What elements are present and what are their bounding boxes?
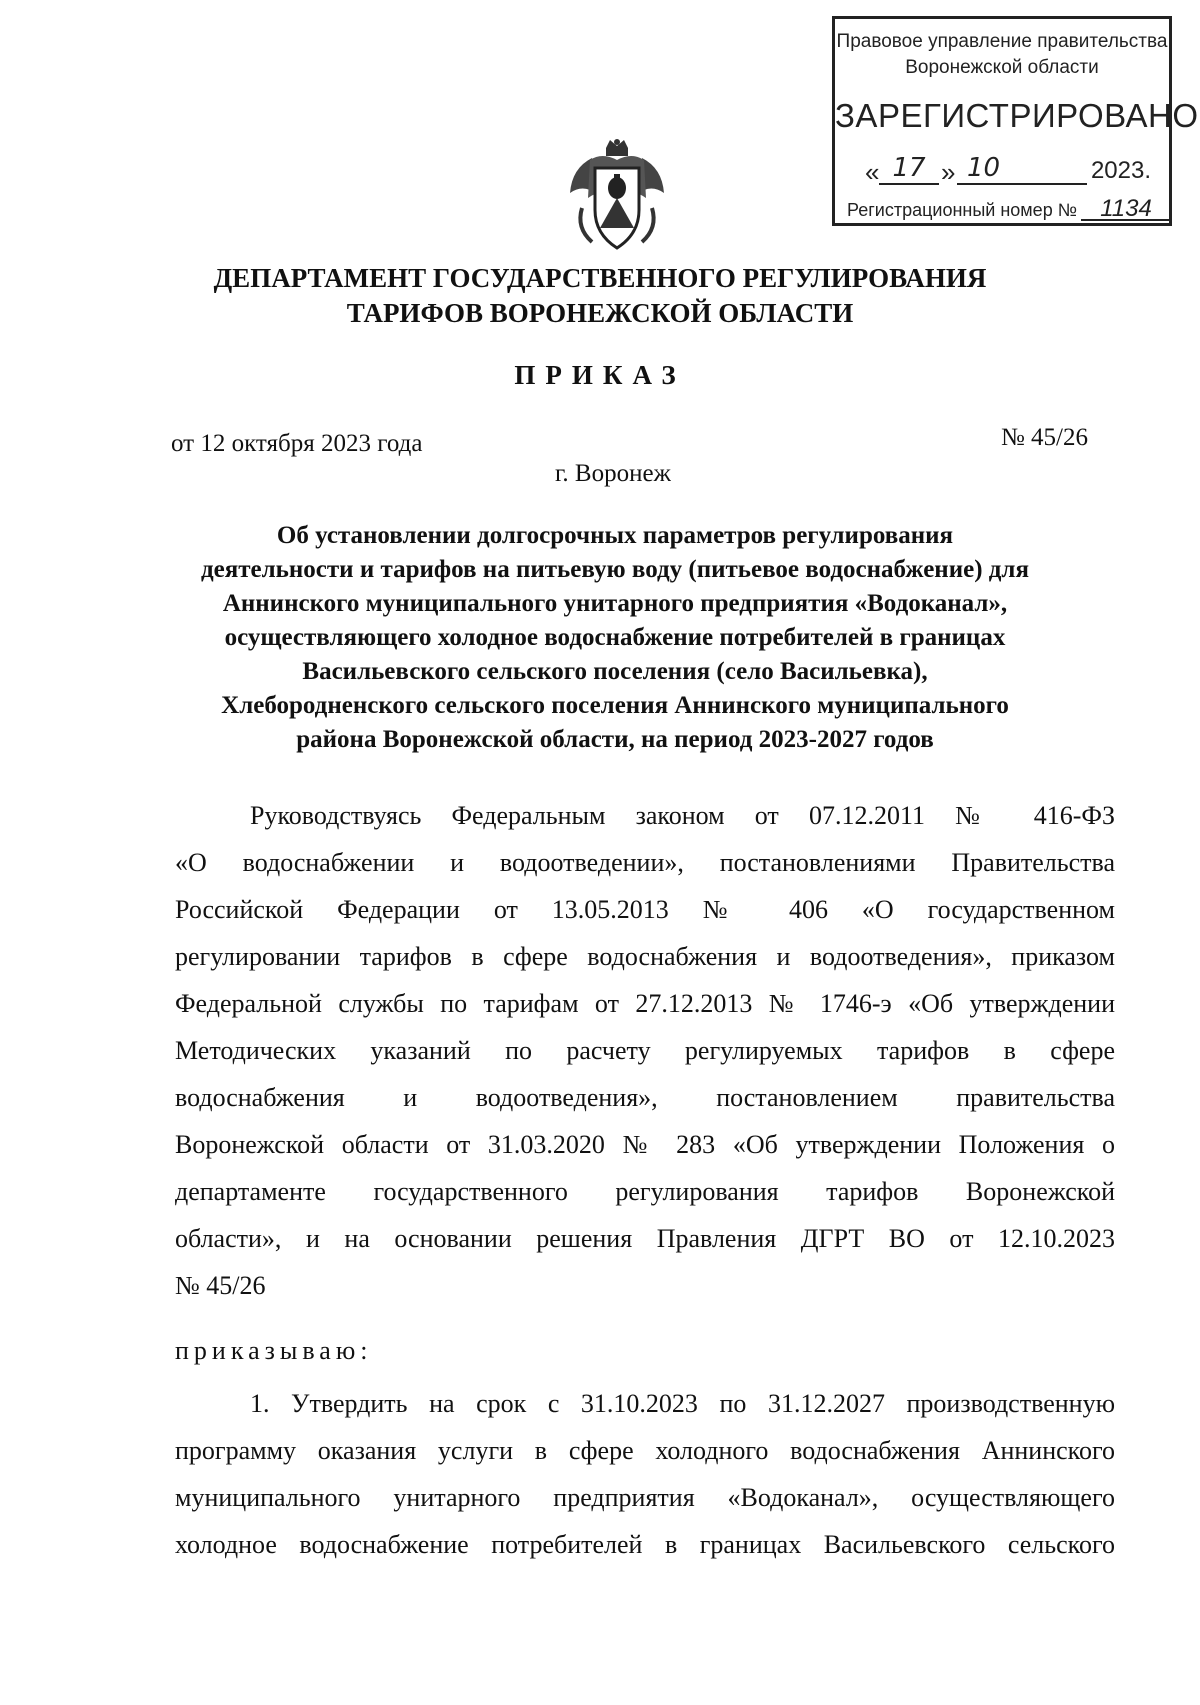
order-word: приказываю: (175, 1336, 373, 1365)
coat-of-arms-icon (562, 138, 672, 258)
paragraph-line: Российской Федерации от 13.05.2013 № 406 «О государственном (175, 895, 1115, 924)
document-city: г. Воронеж (555, 460, 671, 487)
document-subject (150, 519, 1080, 757)
stamp-quote-close: » (941, 157, 956, 187)
preamble-paragraph (175, 792, 1115, 1309)
paragraph-line: Федеральной службы по тарифам от 27.12.2013 № 1746-э «Об утверждении (175, 989, 1115, 1018)
stamp-org-line1: Правовое управление правительства (836, 31, 1168, 52)
paragraph-line: 1. Утвердить на срок с 31.10.2023 по 31.12.2027 производственную (250, 1389, 1115, 1418)
document-date: от 12 октября 2023 года (171, 430, 423, 457)
department-name-line2: ТАРИФОВ ВОРОНЕЖСКОЙ ОБЛАСТИ (346, 298, 854, 328)
stamp-org-line2: Воронежской области (905, 57, 1099, 78)
stamp-status: ЗАРЕГИСТРИРОВАНО (835, 97, 1199, 134)
paragraph-line: программу оказания услуги в сфере холодного водоснабжения Аннинского (175, 1436, 1115, 1465)
stamp-year: 2023. (1090, 157, 1151, 184)
item-1-paragraph (175, 1380, 1115, 1568)
stamp-month: 10 (957, 153, 1087, 185)
paragraph-line: регулировании тарифов в сфере водоснабжения и водоотведения», приказом (175, 942, 1115, 971)
stamp-date (865, 151, 1155, 191)
subject-line: Об установлении долгосрочных параметров регулирования (276, 522, 954, 549)
paragraph-line: Воронежской области от 31.03.2020 № 283 «Об утверждении Положения о (175, 1130, 1115, 1159)
paragraph-line: области», и на основании решения Правления ДГРТ ВО от 12.10.2023 (175, 1224, 1115, 1253)
document-type: ПРИКАЗ (514, 360, 686, 390)
paragraph-line: Руководствуясь Федеральным законом от 07.12.2011 № 416-ФЗ (250, 801, 1115, 830)
subject-line: осуществляющего холодное водоснабжение потребителей в границах (224, 624, 1006, 651)
subject-line: района Воронежской области, на период 2023-2027 годов (296, 726, 934, 753)
subject-line: деятельности и тарифов на питьевую воду (питьевое водоснабжение) для (201, 556, 1029, 583)
stamp-day: 17 (879, 153, 939, 185)
subject-line: Васильевского сельского поселения (село Васильевка), (302, 658, 928, 685)
paragraph-line: муниципального унитарного предприятия «Водоканал», осуществляющего (175, 1483, 1115, 1512)
stamp-regnum-value: 1134 (1081, 199, 1171, 221)
stamp-quote-open: « (865, 157, 880, 187)
paragraph-line: № 45/26 (175, 1271, 266, 1300)
paragraph-line: департаменте государственного регулирования тарифов Воронежской (175, 1177, 1115, 1206)
stamp-regnum (847, 195, 1171, 222)
subject-line: Аннинского муниципального унитарного предприятия «Водоканал», (222, 590, 1008, 617)
stamp-regnum-label: Регистрационный номер № (847, 200, 1078, 220)
department-name-line1: ДЕПАРТАМЕНТ ГОСУДАРСТВЕННОГО РЕГУЛИРОВАНИЯ (213, 263, 987, 293)
paragraph-line: Методических указаний по расчету регулируемых тарифов в сфере (175, 1036, 1115, 1065)
paragraph-line: «О водоснабжении и водоотведении», постановлениями Правительства (175, 848, 1115, 877)
paragraph-line: холодное водоснабжение потребителей в границах Васильевского сельского (175, 1530, 1115, 1559)
document-number: № 45/26 (1000, 424, 1088, 451)
registration-stamp (832, 16, 1199, 226)
subject-line: Хлебородненского сельского поселения Аннинского муниципального (221, 692, 1009, 719)
paragraph-line: водоснабжения и водоотведения», постановлением правительства (175, 1083, 1115, 1112)
